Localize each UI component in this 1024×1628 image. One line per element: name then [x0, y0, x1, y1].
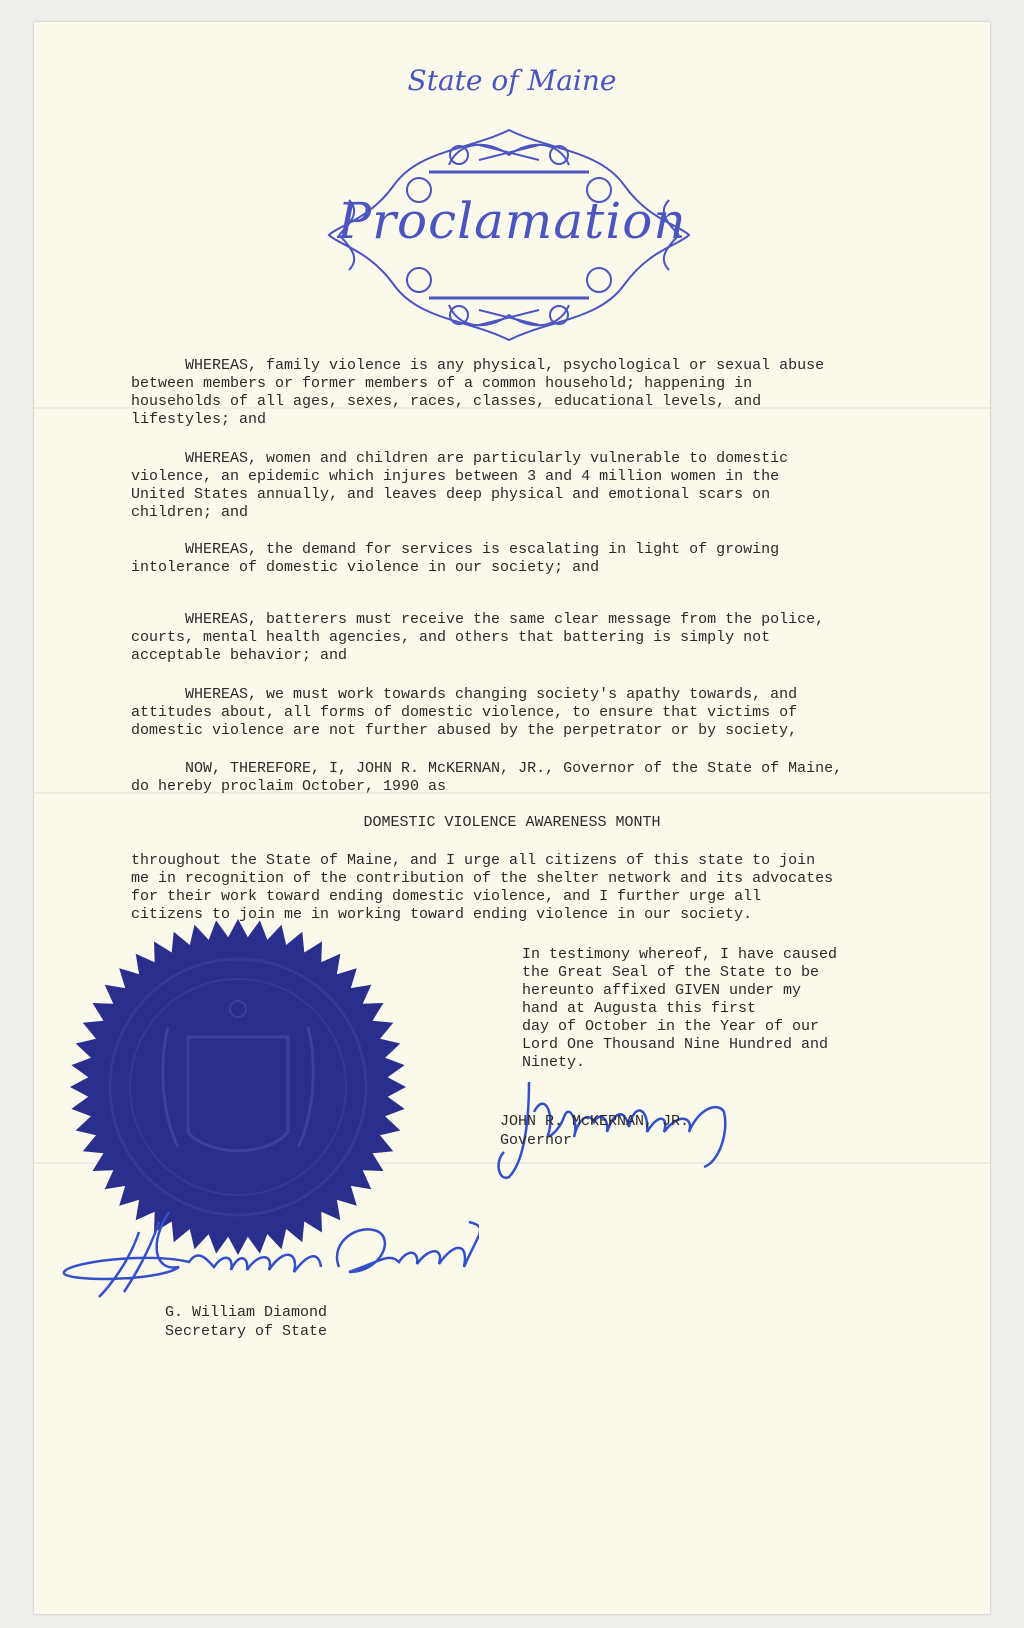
testimony-text: In testimony whereof, I have caused the Great Seal of the State to be hereunto affixed GIVEN under my hand at Augusta this first day of October in the Year of our Lord One Thousand Nine Hundred and Ninety.	[522, 946, 838, 1071]
paragraph-whereas-2: WHEREAS, women and children are particularly vulnerable to domestic violence, an epidemic which injures between 3 and 4 million women in the United States annually, and leaves deep physical and emotional scars on children; and	[131, 450, 789, 521]
governor-name: JOHN R. McKERNAN, JR.	[500, 1113, 690, 1130]
governor-title: Governor	[500, 1132, 573, 1149]
proclamation-title: Proclamation	[337, 192, 687, 250]
month-title: DOMESTIC VIOLENCE AWARENESS MONTH	[363, 814, 661, 831]
secretary-name: G. William Diamond	[165, 1304, 328, 1321]
paragraph-whereas-1: WHEREAS, family violence is any physical, psychological or sexual abuse between members or former members of a common household; happening in households of all ages, sexes, races, classes, educational levels, and lifestyles; and	[131, 357, 825, 428]
secretary-title: Secretary of State	[165, 1323, 328, 1340]
paragraph-now-therefore: NOW, THEREFORE, I, JOHN R. McKERNAN, JR., Governor of the State of Maine, do hereby proclaim October, 1990 as	[131, 760, 843, 795]
state-title: State of Maine	[407, 64, 617, 97]
secretary-signature-icon	[59, 1192, 479, 1302]
paragraph-closing: throughout the State of Maine, and I urge all citizens of this state to join me in recognition of the contribution of the shelter network and its advocates for their work toward ending domestic violence, and I further urge all citizens to join me in working toward ending violence in our society.	[131, 852, 834, 923]
paragraph-whereas-3: WHEREAS, the demand for services is escalating in light of growing intolerance of domestic violence in our society; and	[131, 541, 780, 576]
paragraph-whereas-5: WHEREAS, we must work towards changing society's apathy towards, and attitudes about, all forms of domestic violence, to ensure that victims of domestic violence are not further abused by the perpetrator or by society,	[131, 686, 798, 739]
proclamation-document	[34, 22, 990, 1614]
paragraph-whereas-4: WHEREAS, batterers must receive the same clear message from the police, courts, mental health agencies, and others that battering is simply not acceptable behavior; and	[131, 611, 825, 664]
